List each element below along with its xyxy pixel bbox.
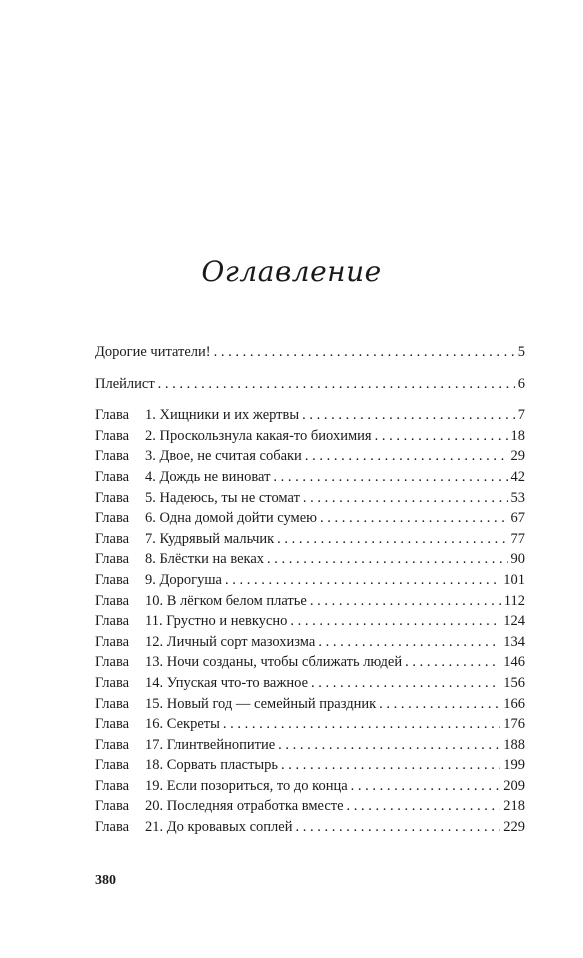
- toc-entry-page: 90: [510, 551, 525, 568]
- dot-leader: [267, 549, 507, 570]
- dot-leader: [351, 776, 501, 797]
- toc-entry-label: 12. Личный сорт мазохизма: [145, 633, 316, 650]
- toc-entry-prefix: Глава: [95, 530, 130, 547]
- toc-entry-page: 7: [517, 407, 525, 424]
- toc-entry-label: 7. Кудрявый мальчик: [145, 530, 275, 547]
- toc-entry-label: 6. Одна домой дойти сумею: [145, 510, 317, 527]
- toc-entry: [95, 591, 525, 612]
- toc-entry-label: 20. Последняя отработка вместе: [145, 798, 344, 815]
- toc-entry-page: 29: [510, 448, 525, 465]
- toc-entry-label: 9. Дорогуша: [145, 571, 222, 588]
- toc-entry-prefix: Глава: [95, 427, 130, 444]
- toc-entry: [95, 611, 525, 632]
- page-number: 380: [95, 873, 116, 888]
- toc-entry: [95, 652, 525, 673]
- toc-entry-label: 5. Надеюсь, ты не стомат: [145, 489, 300, 506]
- table-of-contents: [95, 342, 525, 838]
- toc-entry: [95, 632, 525, 653]
- toc-entry-prefix: Глава: [95, 674, 130, 691]
- toc-entry: [95, 446, 525, 467]
- toc-entry-page: 67: [510, 510, 525, 527]
- toc-entry-label: 4. Дождь не виноват: [145, 468, 271, 485]
- toc-entry: [95, 342, 525, 363]
- toc-entry-label: Плейлист: [95, 375, 155, 392]
- toc-entry-prefix: Глава: [95, 819, 130, 836]
- toc-entry-page: 176: [503, 716, 525, 733]
- toc-entry: [95, 426, 525, 447]
- toc-entry-page: 218: [503, 798, 525, 815]
- dot-leader: [320, 508, 508, 529]
- dot-leader: [296, 817, 501, 838]
- toc-entry: [95, 714, 525, 735]
- dot-leader: [273, 467, 507, 488]
- toc-entry-label: 15. Новый год — семейный праздник: [145, 695, 377, 712]
- toc-entry-page: 199: [503, 757, 525, 774]
- toc-entry-prefix: Глава: [95, 654, 130, 671]
- dot-leader: [214, 342, 515, 363]
- toc-entry-prefix: Глава: [95, 613, 130, 630]
- toc-entry: [95, 817, 525, 838]
- toc-entry-prefix: Глава: [95, 777, 130, 794]
- toc-entry-prefix: Глава: [95, 551, 130, 568]
- dot-leader: [375, 426, 508, 447]
- dot-leader: [278, 735, 500, 756]
- toc-entry: [95, 776, 525, 797]
- toc-entry-label: 8. Блёстки на веках: [145, 551, 265, 568]
- toc-entry-prefix: Глава: [95, 510, 130, 527]
- dot-leader: [318, 632, 500, 653]
- page-title: Оглавление: [201, 255, 382, 288]
- toc-entry: [95, 796, 525, 817]
- toc-entry-prefix: Глава: [95, 716, 130, 733]
- toc-entry-page: 188: [503, 736, 525, 753]
- toc-entry: [95, 508, 525, 529]
- toc-entry: [95, 735, 525, 756]
- toc-entry-page: 166: [503, 695, 525, 712]
- toc-entry-page: 124: [503, 613, 525, 630]
- dot-leader: [223, 714, 500, 735]
- toc-entry: [95, 405, 525, 426]
- toc-entry-prefix: Глава: [95, 695, 130, 712]
- toc-entry-label: 11. Грустно и невкусно: [145, 613, 288, 630]
- dot-leader: [303, 488, 508, 509]
- toc-entry-prefix: Глава: [95, 798, 130, 815]
- toc-entry-prefix: Глава: [95, 757, 130, 774]
- toc-entry-label: 21. До кровавых соплей: [145, 819, 293, 836]
- toc-entry-page: 77: [510, 530, 525, 547]
- toc-entry-page: 156: [503, 674, 525, 691]
- toc-entry-page: 146: [503, 654, 525, 671]
- dot-leader: [277, 529, 507, 550]
- dot-leader: [302, 405, 515, 426]
- toc-entry-label: 14. Упуская что-то важное: [145, 674, 309, 691]
- toc-entry: [95, 673, 525, 694]
- toc-entry-label: 10. В лёгком белом платье: [145, 592, 307, 609]
- toc-entry-page: 112: [503, 592, 525, 609]
- toc-entry-page: 134: [503, 633, 525, 650]
- toc-entry: [95, 467, 525, 488]
- toc-entry-page: 101: [503, 571, 525, 588]
- dot-leader: [158, 374, 515, 395]
- toc-entry: [95, 374, 525, 395]
- toc-entry-page: 42: [510, 468, 525, 485]
- dot-leader: [305, 446, 508, 467]
- toc-entry: [95, 755, 525, 776]
- dot-leader: [281, 755, 500, 776]
- toc-entry-page: 229: [503, 819, 525, 836]
- toc-entry-page: 5: [517, 344, 525, 360]
- toc-entry-page: 6: [517, 375, 525, 392]
- dot-leader: [290, 611, 500, 632]
- toc-entry-label: 13. Ночи созданы, чтобы сближать людей: [145, 654, 403, 671]
- toc-entry-label: 19. Если позориться, то до конца: [145, 777, 348, 794]
- toc-entry-prefix: Глава: [95, 489, 130, 506]
- toc-entry-prefix: Глава: [95, 571, 130, 588]
- toc-entry-label: Дорогие читатели!: [95, 344, 211, 360]
- dot-leader: [405, 652, 500, 673]
- toc-entry-label: 3. Двое, не считая собаки: [145, 448, 302, 465]
- toc-entry-page: 18: [510, 427, 525, 444]
- toc-entry: [95, 549, 525, 570]
- toc-entry: [95, 529, 525, 550]
- toc-entry-page: 209: [503, 777, 525, 794]
- toc-entry-label: 17. Глинтвейнопитие: [145, 736, 276, 753]
- dot-leader: [311, 673, 500, 694]
- toc-entry: [95, 570, 525, 591]
- toc-entry-prefix: Глава: [95, 592, 130, 609]
- dot-leader: [379, 694, 500, 715]
- toc-entry-prefix: Глава: [95, 468, 130, 485]
- toc-entry-prefix: Глава: [95, 633, 130, 650]
- toc-entry-prefix: Глава: [95, 407, 130, 424]
- toc-entry-prefix: Глава: [95, 736, 130, 753]
- toc-entry-label: 2. Проскользнула какая-то биохимия: [145, 427, 372, 444]
- toc-entry-label: 1. Хищники и их жертвы: [145, 407, 300, 424]
- toc-entry-prefix: Глава: [95, 448, 130, 465]
- toc-entry: [95, 694, 525, 715]
- toc-entry-page: 53: [510, 489, 525, 506]
- toc-entry: [95, 488, 525, 509]
- toc-entry-label: 16. Секреты: [145, 716, 220, 733]
- dot-leader: [310, 591, 501, 612]
- toc-entry-label: 18. Сорвать пластырь: [145, 757, 279, 774]
- dot-leader: [347, 796, 501, 817]
- dot-leader: [225, 570, 500, 591]
